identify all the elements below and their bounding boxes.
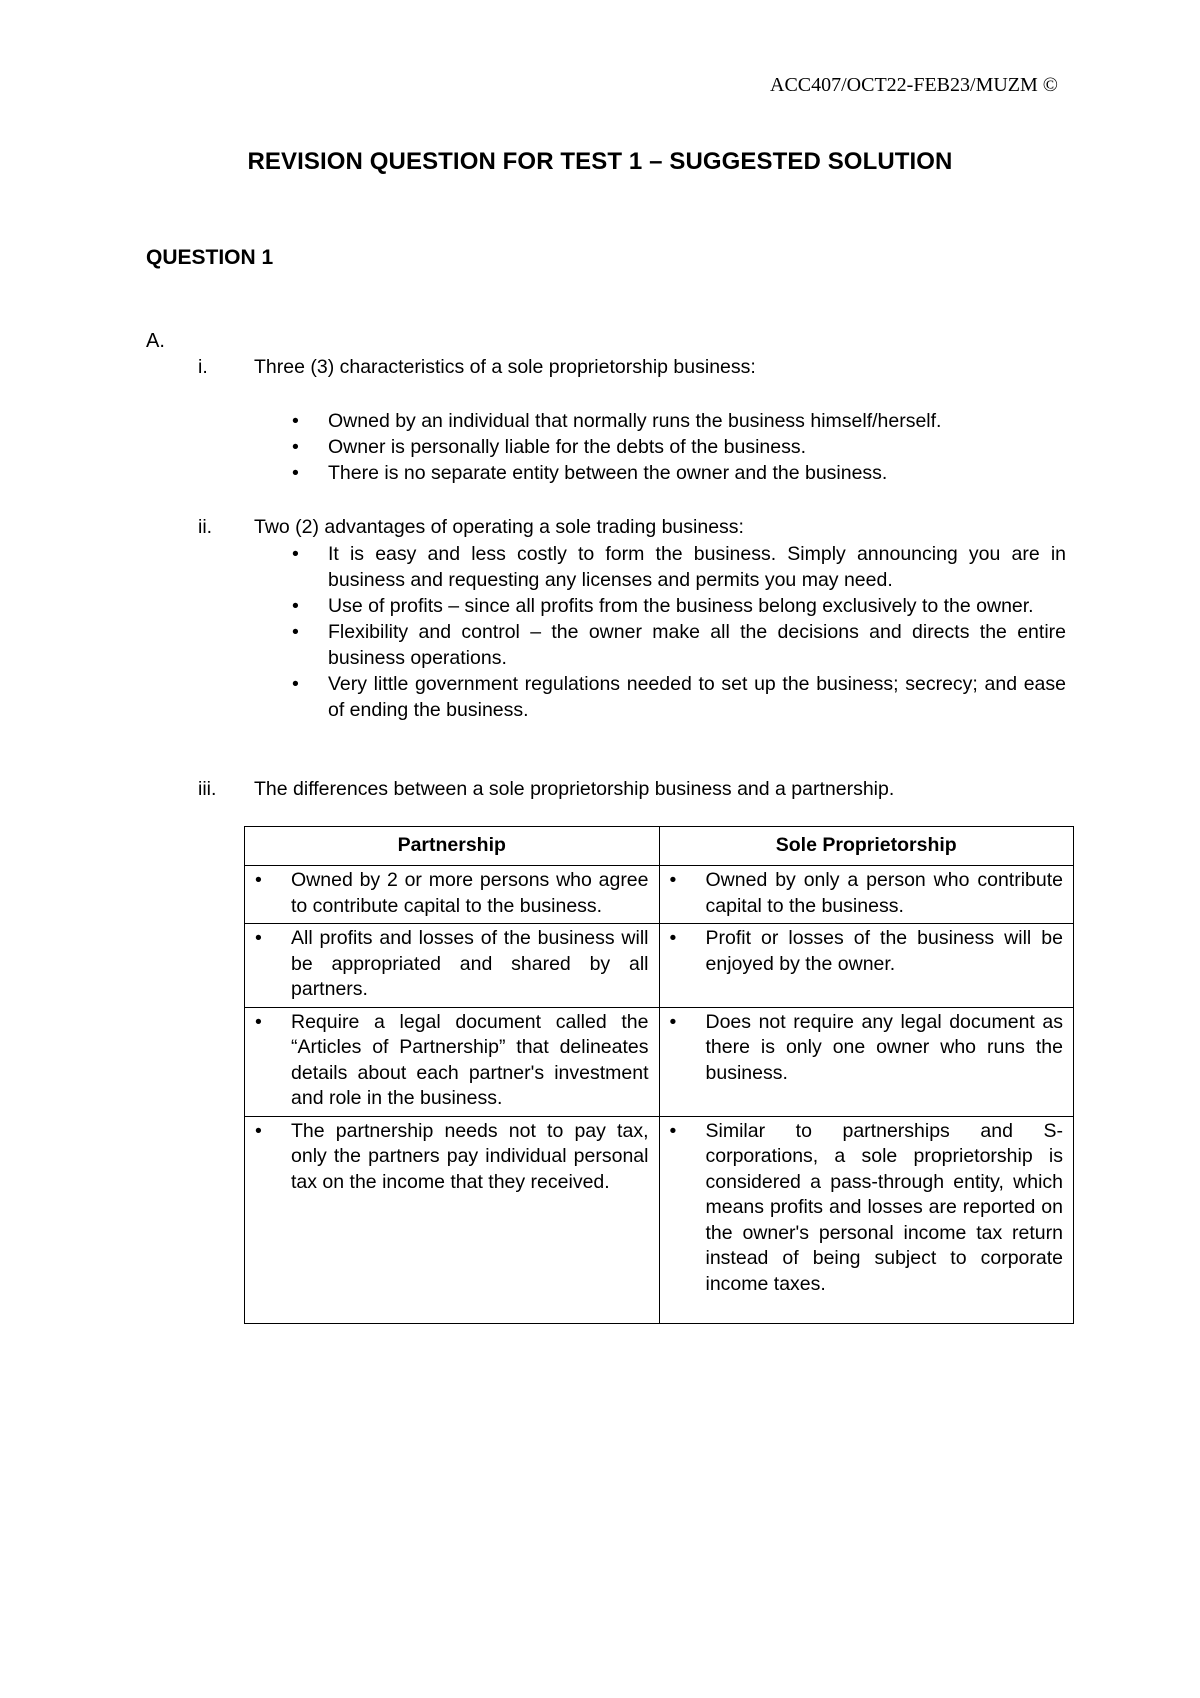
document-reference: ACC407/OCT22-FEB23/MUZM © [770, 74, 1058, 96]
table-header-row [245, 827, 1074, 866]
list-item: • Very little government regulations needed to set up the business; secrecy; and ease of ending the business. [292, 673, 1066, 721]
column-header-partnership: Partnership [245, 827, 660, 866]
table-cell: • Owned by only a person who contribute capital to the business. [659, 866, 1074, 924]
section-text: Two (2) advantages of operating a sole trading business: [254, 516, 744, 538]
bullet-icon: • [292, 436, 299, 458]
bullet-icon: • [255, 1119, 262, 1142]
question-heading: QUESTION 1 [146, 246, 274, 269]
list-item: • Owner is personally liable for the debts of the business. [292, 436, 807, 458]
list-item: • Use of profits – since all profits from the business belong exclusively to the owner. [292, 595, 1034, 617]
table-cell: • The partnership needs not to pay tax, only the partners pay individual personal tax on the income that they received. [245, 1116, 660, 1323]
table-cell: • Profit or losses of the business will be enjoyed by the owner. [659, 924, 1074, 1008]
bullet-icon: • [292, 621, 299, 643]
bullet-icon: • [669, 927, 677, 949]
section-text: Three (3) characteristics of a sole proprietorship business: [254, 356, 756, 378]
column-header-sole-proprietorship: Sole Proprietorship [659, 827, 1074, 866]
section-numeral: iii. [198, 778, 217, 800]
bullet-icon: • [255, 869, 262, 891]
table-row [245, 924, 1074, 1008]
bullet-icon: • [292, 410, 299, 432]
table-cell: • All profits and losses of the business will be appropriated and shared by all partners. [245, 924, 660, 1008]
page-title: REVISION QUESTION FOR TEST 1 – SUGGESTED SOLUTION [247, 148, 953, 175]
advantages-list [254, 541, 1066, 723]
section-numeral: i. [198, 356, 208, 378]
section-text: The differences between a sole proprietorship business and a partnership. [254, 778, 895, 800]
bullet-icon: • [669, 869, 677, 891]
bullet-icon: • [292, 543, 299, 565]
list-item: • It is easy and less costly to form the business. Simply announcing you are in business and requesting any licenses and permits you may need. [292, 543, 1066, 591]
characteristics-list [254, 408, 1066, 486]
table-cell: • Owned by 2 or more persons who agree to contribute capital to the business. [245, 866, 660, 924]
bullet-icon: • [292, 673, 299, 695]
bullet-icon: • [292, 462, 299, 484]
table-cell: • Similar to partnerships and S-corporations, a sole proprietorship is considered a pass-through entity, which means profits and losses are reported on the owner's personal income tax return instead of being subject to corporate income taxes. [659, 1116, 1074, 1323]
part-label: A. [146, 330, 165, 352]
table-row [245, 1116, 1074, 1323]
bullet-icon: • [255, 1010, 262, 1033]
table-cell: • Does not require any legal document as there is only one owner who runs the business. [659, 1007, 1074, 1116]
table-row [245, 866, 1074, 924]
comparison-table [244, 826, 1074, 1324]
section-numeral: ii. [198, 516, 213, 538]
table-row [245, 1007, 1074, 1116]
list-item: • There is no separate entity between the owner and the business. [292, 462, 888, 484]
bullet-icon: • [292, 595, 299, 617]
bullet-icon: • [669, 1010, 677, 1033]
table-cell: • Require a legal document called the “Articles of Partnership” that delineates details about each partner's investment and role in the business. [245, 1007, 660, 1116]
list-item: • Flexibility and control – the owner make all the decisions and directs the entire business operations. [292, 621, 1066, 669]
bullet-icon: • [255, 927, 262, 949]
bullet-icon: • [669, 1119, 677, 1142]
list-item: • Owned by an individual that normally runs the business himself/herself. [292, 410, 942, 432]
